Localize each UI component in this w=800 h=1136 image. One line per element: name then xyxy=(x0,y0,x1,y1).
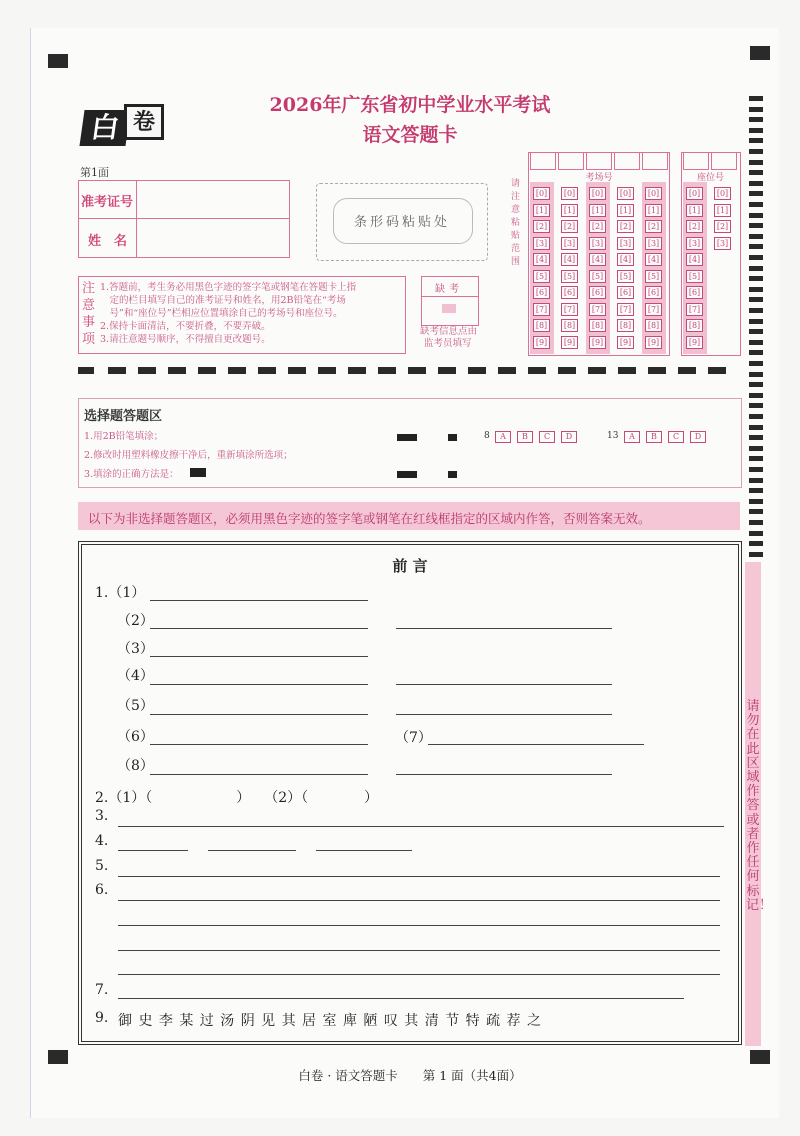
q1-4-line-b[interactable] xyxy=(396,684,612,685)
exam-number-digit-bubble[interactable]: [9] xyxy=(533,336,550,349)
separator-dash xyxy=(468,367,486,374)
q1-5-label: （5） xyxy=(117,698,154,714)
timing-mark xyxy=(749,213,763,218)
exam-number-digit-bubble[interactable]: [4] xyxy=(533,253,550,266)
timing-mark xyxy=(749,372,763,377)
grid-cell xyxy=(558,152,584,170)
timing-mark xyxy=(749,202,763,207)
absent-divider xyxy=(421,296,478,297)
exam-number-digit-bubble[interactable]: [3] xyxy=(561,237,578,250)
timing-mark xyxy=(749,96,763,101)
choice-mark-2 xyxy=(448,434,457,441)
separator-dash xyxy=(648,367,666,374)
timing-mark xyxy=(749,319,763,324)
q7-label: 7. xyxy=(95,982,109,998)
corner-mark-bottom-left xyxy=(48,1050,68,1064)
q4-label: 4. xyxy=(95,833,109,849)
name-label: 姓 名 xyxy=(88,234,128,249)
q5-line[interactable] xyxy=(118,876,720,877)
exam-number-digit-bubble[interactable]: [8] xyxy=(561,319,578,332)
exam-number-digit-bubble[interactable]: [2] xyxy=(617,220,634,233)
timing-mark xyxy=(749,266,763,271)
seat-number-digit-bubble[interactable]: [3] xyxy=(714,237,731,250)
seat-number-digit-bubble[interactable]: [3] xyxy=(686,237,703,250)
q1-3-line[interactable] xyxy=(150,656,368,657)
q6-line-1[interactable] xyxy=(118,900,720,901)
q1-5-line-b[interactable] xyxy=(396,714,612,715)
notes-item-2: 定的栏目填写自己的准考证号和姓名，用2B铅笔在“考场 xyxy=(100,295,346,306)
separator-dash xyxy=(348,367,366,374)
q1-label: 1.（1） xyxy=(95,585,146,601)
grid-cell xyxy=(683,152,709,170)
timing-mark xyxy=(749,191,763,196)
brand-logo xyxy=(80,104,156,148)
separator-dash xyxy=(708,367,726,374)
exam-number-digit-bubble[interactable]: [1] xyxy=(533,204,550,217)
q6-line-2[interactable] xyxy=(118,925,720,926)
corner-mark-bottom-right xyxy=(750,1050,770,1064)
timing-mark xyxy=(749,117,763,122)
exam-number-digit-bubble[interactable]: [5] xyxy=(533,270,550,283)
exam-title: 2026年广东省初中学业水平考试 xyxy=(269,94,551,116)
separator-dash xyxy=(438,367,456,374)
q3-label: 3. xyxy=(95,808,109,824)
non-choice-banner-text: 以下为非选择题答题区，必须用黑色字迹的签字笔或钢笔在红线框指定的区域内作答，否则答案无效。 xyxy=(88,511,651,526)
timing-mark xyxy=(749,170,763,175)
exam-number-digit-bubble[interactable]: [5] xyxy=(589,270,606,283)
choice-title: 选择题答题区 xyxy=(84,409,163,424)
exam-number-digit-bubble[interactable]: [3] xyxy=(617,237,634,250)
grid-cell xyxy=(530,152,556,170)
exam-number-digit-bubble[interactable]: [9] xyxy=(617,336,634,349)
q8-option-b[interactable]: B xyxy=(517,431,533,443)
exam-number-digit-bubble[interactable]: [9] xyxy=(561,336,578,349)
seat-number-digit-bubble[interactable]: [4] xyxy=(686,253,703,266)
seat-number-digit-bubble[interactable]: [0] xyxy=(686,187,703,200)
exam-number-digit-bubble[interactable]: [2] xyxy=(645,220,662,233)
seat-number-digit-bubble[interactable]: [0] xyxy=(714,187,731,200)
exam-id-label: 准考证号 xyxy=(81,195,134,210)
choice-rule-2: 2.修改时用塑料橡皮擦干净后，重新填涂所选项； xyxy=(84,450,293,461)
timing-mark xyxy=(749,488,763,493)
timing-mark xyxy=(749,128,763,133)
seat-number-digit-bubble[interactable]: [2] xyxy=(686,220,703,233)
corner-mark-top-left xyxy=(48,54,68,68)
exam-number-digit-bubble[interactable]: [0] xyxy=(561,187,578,200)
exam-number-digit-bubble[interactable]: [6] xyxy=(533,286,550,299)
q1-4-line-a[interactable] xyxy=(150,684,368,685)
q1-1-line[interactable] xyxy=(150,600,368,601)
exam-number-digit-bubble[interactable]: [4] xyxy=(645,253,662,266)
exam-number-digit-bubble[interactable]: [4] xyxy=(589,253,606,266)
q1-6-line[interactable] xyxy=(150,744,368,745)
q1-2-label: （2） xyxy=(117,613,154,629)
timing-mark xyxy=(749,509,763,514)
timing-mark xyxy=(749,160,763,165)
exam-number-digit-bubble[interactable]: [4] xyxy=(617,253,634,266)
timing-mark xyxy=(749,499,763,504)
absent-bubble[interactable] xyxy=(442,304,456,313)
timing-mark xyxy=(749,308,763,313)
q5-label: 5. xyxy=(95,858,109,874)
timing-mark xyxy=(749,393,763,398)
q1-6-label: （6） xyxy=(117,729,154,745)
section-separator xyxy=(78,367,742,374)
separator-dash xyxy=(228,367,246,374)
separator-dash xyxy=(108,367,126,374)
choice-q13-number: 13 xyxy=(607,431,619,441)
exam-number-digit-bubble[interactable]: [8] xyxy=(645,319,662,332)
seat-number-digit-bubble[interactable]: [1] xyxy=(686,204,703,217)
q1-5-line-a[interactable] xyxy=(150,714,368,715)
timing-mark xyxy=(749,138,763,143)
timing-mark xyxy=(749,350,763,355)
exam-number-digit-bubble[interactable]: [3] xyxy=(645,237,662,250)
seat-number-digit-bubble[interactable]: [7] xyxy=(686,303,703,316)
exam-number-digit-bubble[interactable]: [1] xyxy=(589,204,606,217)
separator-dash xyxy=(618,367,636,374)
q13-option-b[interactable]: B xyxy=(646,431,662,443)
exam-number-digit-bubble[interactable]: [8] xyxy=(617,319,634,332)
exam-number-digit-bubble[interactable]: [7] xyxy=(561,303,578,316)
seat-number-digit-bubble[interactable]: [6] xyxy=(686,286,703,299)
notes-title: 注意事项 xyxy=(82,281,96,347)
q8-option-c[interactable]: C xyxy=(539,431,555,443)
q1-8-line-b[interactable] xyxy=(396,774,612,775)
exam-number-digit-bubble[interactable]: [2] xyxy=(561,220,578,233)
separator-dash xyxy=(498,367,516,374)
side-warning-text: 请勿在此区域作答或者作任何标记！ xyxy=(746,699,773,913)
timing-mark xyxy=(749,552,763,557)
separator-dash xyxy=(198,367,216,374)
exam-number-digit-bubble[interactable]: [9] xyxy=(589,336,606,349)
separator-dash xyxy=(408,367,426,374)
exam-number-digit-bubble[interactable]: [2] xyxy=(589,220,606,233)
q4-line-a[interactable] xyxy=(118,850,188,851)
separator-dash xyxy=(528,367,546,374)
q9-text: 御 史 李 某 过 汤 阴 见 其 居 室 庳 陋 叹 其 清 节 特 疏 荐 之 xyxy=(118,1013,543,1029)
q1-4-label: （4） xyxy=(117,668,154,684)
name-field[interactable] xyxy=(137,219,287,255)
timing-mark xyxy=(749,329,763,334)
choice-mark-4 xyxy=(448,471,457,478)
timing-mark xyxy=(749,403,763,408)
absent-label: 缺考 xyxy=(435,284,463,295)
separator-dash xyxy=(138,367,156,374)
q1-7-line[interactable] xyxy=(428,744,644,745)
exam-number-digit-bubble[interactable]: [7] xyxy=(617,303,634,316)
timing-mark xyxy=(749,414,763,419)
exam-number-digit-bubble[interactable]: [1] xyxy=(561,204,578,217)
page-label: 第1面 xyxy=(80,166,109,179)
q1-8-line-a[interactable] xyxy=(150,774,368,775)
q4-line-b[interactable] xyxy=(208,850,296,851)
seat-number-digit-bubble[interactable]: [8] xyxy=(686,319,703,332)
exam-number-digit-bubble[interactable]: [0] xyxy=(589,187,606,200)
q13-option-a[interactable]: A xyxy=(624,431,640,443)
separator-dash xyxy=(678,367,696,374)
q1-2-line-a[interactable] xyxy=(150,628,368,629)
section-title: 前 言 xyxy=(392,557,428,575)
choice-mark-1 xyxy=(397,434,417,441)
choice-q8-number: 8 xyxy=(484,431,490,441)
timing-mark xyxy=(749,531,763,536)
timing-mark xyxy=(749,234,763,239)
notes-item-1: 1.答题前，考生务必用黑色字迹的签字笔或钢笔在答题卡上指 xyxy=(100,282,357,293)
barcode-label: 条形码粘贴处 xyxy=(353,215,450,230)
timing-mark xyxy=(749,382,763,387)
timing-mark xyxy=(749,340,763,345)
exam-number-digit-bubble[interactable]: [8] xyxy=(533,319,550,332)
q7-line[interactable] xyxy=(118,998,684,999)
logo-glyph-1: 白 xyxy=(79,110,130,146)
timing-mark xyxy=(749,478,763,483)
q6-line-3[interactable] xyxy=(118,950,720,951)
corner-mark-top-right xyxy=(750,46,770,60)
timing-mark xyxy=(749,361,763,366)
exam-number-digit-bubble[interactable]: [6] xyxy=(617,286,634,299)
notes-item-3: 号”和“座位号”栏相应位置填涂自己的考场号和座位号。 xyxy=(100,308,343,319)
seat-number-digit-bubble[interactable]: [2] xyxy=(714,220,731,233)
exam-number-digit-bubble[interactable]: [6] xyxy=(561,286,578,299)
q4-line-c[interactable] xyxy=(316,850,412,851)
timing-mark xyxy=(749,425,763,430)
exam-number-digit-bubble[interactable]: [7] xyxy=(589,303,606,316)
separator-dash xyxy=(588,367,606,374)
exam-number-digit-bubble[interactable]: [3] xyxy=(533,237,550,250)
q2-label: 2.（1）（ ） （2）（ ） xyxy=(95,790,379,806)
timing-mark xyxy=(749,520,763,525)
footer-text: 白卷 · 语文答题卡 第 1 面（共4面） xyxy=(298,1068,522,1083)
exam-number-digit-bubble[interactable]: [5] xyxy=(561,270,578,283)
timing-mark xyxy=(749,467,763,472)
choice-rule-1: 1.用2B铅笔填涂； xyxy=(84,431,164,442)
q6-line-4[interactable] xyxy=(118,974,720,975)
seat-number-digit-bubble[interactable]: [9] xyxy=(686,336,703,349)
exam-number-digit-bubble[interactable]: [0] xyxy=(645,187,662,200)
seat-number-label: 座位号 xyxy=(696,173,724,183)
separator-dash xyxy=(168,367,186,374)
q9-label: 9. xyxy=(95,1010,109,1026)
q6-label: 6. xyxy=(95,882,109,898)
exam-number-digit-bubble[interactable]: [9] xyxy=(645,336,662,349)
grid-cell xyxy=(614,152,640,170)
separator-dash xyxy=(258,367,276,374)
notes-item-5: 3.请注意题号顺序，不得擅自更改题号。 xyxy=(100,334,271,345)
seat-number-digit-bubble[interactable]: [5] xyxy=(686,270,703,283)
timing-mark xyxy=(749,223,763,228)
q8-option-d[interactable]: D xyxy=(561,431,577,443)
exam-number-digit-bubble[interactable]: [1] xyxy=(617,204,634,217)
timing-mark xyxy=(749,276,763,281)
q13-option-d[interactable]: D xyxy=(690,431,706,443)
separator-dash xyxy=(318,367,336,374)
separator-dash xyxy=(558,367,576,374)
exam-number-digit-bubble[interactable]: [4] xyxy=(561,253,578,266)
exam-number-digit-bubble[interactable]: [6] xyxy=(589,286,606,299)
timing-mark xyxy=(749,149,763,154)
exam-number-digit-bubble[interactable]: [5] xyxy=(617,270,634,283)
exam-number-digit-bubble[interactable]: [5] xyxy=(645,270,662,283)
q3-line[interactable] xyxy=(118,826,724,827)
timing-mark xyxy=(749,446,763,451)
timing-mark xyxy=(749,107,763,112)
timing-mark xyxy=(749,297,763,302)
exam-number-digit-bubble[interactable]: [0] xyxy=(617,187,634,200)
q1-8-label: （8） xyxy=(117,758,154,774)
timing-mark xyxy=(749,255,763,260)
q8-option-a[interactable]: A xyxy=(495,431,511,443)
grid-cell xyxy=(642,152,668,170)
exam-number-label: 考场号 xyxy=(585,173,613,183)
seat-number-digit-bubble[interactable]: [1] xyxy=(714,204,731,217)
filled-example xyxy=(190,468,206,477)
timing-mark xyxy=(749,244,763,249)
choice-rule-3: 3.填涂的正确方法是： xyxy=(84,469,179,480)
choice-mark-3 xyxy=(397,471,417,478)
separator-dash xyxy=(78,367,94,374)
exam-number-digit-bubble[interactable]: [7] xyxy=(533,303,550,316)
exam-number-digit-bubble[interactable]: [8] xyxy=(589,319,606,332)
q13-option-c[interactable]: C xyxy=(668,431,684,443)
exam-number-digit-bubble[interactable]: [0] xyxy=(533,187,550,200)
timing-mark xyxy=(749,456,763,461)
absent-note-2: 监考员填写 xyxy=(424,338,472,349)
exam-number-digit-bubble[interactable]: [7] xyxy=(645,303,662,316)
exam-number-digit-bubble[interactable]: [1] xyxy=(645,204,662,217)
exam-number-digit-bubble[interactable]: [3] xyxy=(589,237,606,250)
absent-note-1: 缺考信息点由 xyxy=(420,326,478,337)
grid-cell xyxy=(586,152,612,170)
grid-cell xyxy=(711,152,737,170)
timing-mark xyxy=(749,541,763,546)
timing-mark xyxy=(749,287,763,292)
q1-7-label: （7） xyxy=(395,730,432,746)
logo-glyph-2: 卷 xyxy=(124,104,164,140)
paste-range-note: 请注意粘贴范围 xyxy=(511,179,521,267)
q1-3-label: （3） xyxy=(117,641,154,657)
exam-subtitle: 语文答题卡 xyxy=(362,124,458,146)
timing-mark xyxy=(749,181,763,186)
notes-item-4: 2.保持卡面清洁，不要折叠，不要弄破。 xyxy=(100,321,271,332)
timing-mark xyxy=(749,435,763,440)
exam-number-digit-bubble[interactable]: [6] xyxy=(645,286,662,299)
separator-dash xyxy=(378,367,396,374)
exam-number-digit-bubble[interactable]: [2] xyxy=(533,220,550,233)
q1-2-line-b[interactable] xyxy=(396,628,612,629)
separator-dash xyxy=(288,367,306,374)
exam-id-field[interactable] xyxy=(137,181,287,217)
